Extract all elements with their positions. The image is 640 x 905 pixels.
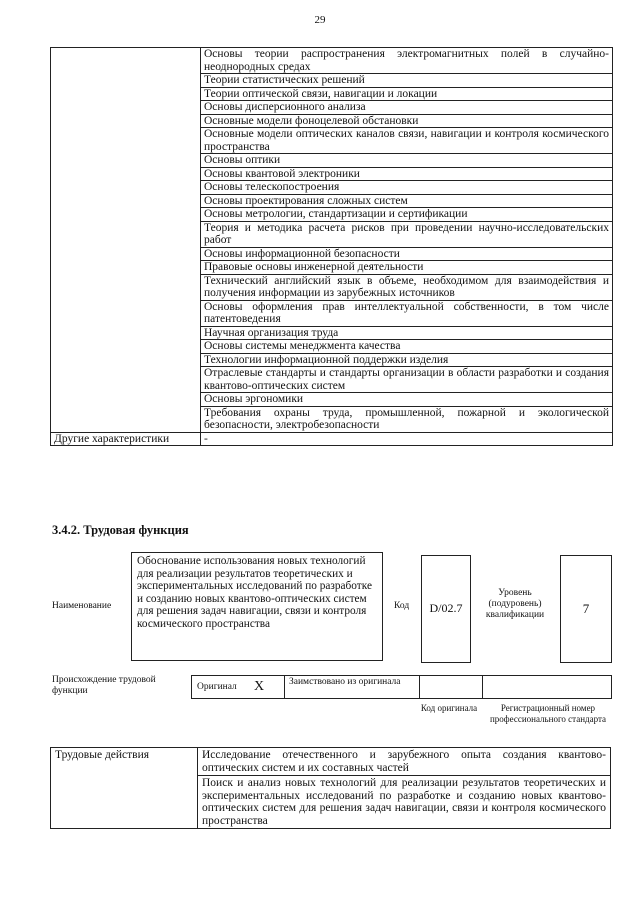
knowledge-label-cell xyxy=(51,154,201,168)
knowledge-item: Основы информационной безопасности xyxy=(201,247,613,261)
knowledge-row xyxy=(51,87,613,101)
code-label: Код xyxy=(394,601,410,611)
knowledge-label-cell xyxy=(51,101,201,115)
knowledge-label-cell xyxy=(51,48,201,74)
knowledge-row xyxy=(51,128,613,154)
knowledge-item: Основные модели фоноцелевой обстановки xyxy=(201,114,613,128)
knowledge-row xyxy=(51,154,613,168)
other-characteristics-value: - xyxy=(201,432,613,446)
knowledge-label-cell xyxy=(51,74,201,88)
section-title: 3.4.2. Трудовая функция xyxy=(52,523,189,537)
reg-caption: Регистрационный номер профессионального стандарта xyxy=(489,703,607,724)
knowledge-row xyxy=(51,114,613,128)
level-box: 7 xyxy=(560,555,612,663)
knowledge-label-cell xyxy=(51,406,201,432)
knowledge-label-cell xyxy=(51,87,201,101)
knowledge-item: Отраслевые стандарты и стандарты организации в области разработки и создания квантово-оптических систем xyxy=(201,367,613,393)
knowledge-row xyxy=(51,406,613,432)
knowledge-item: Правовые основы инженерной деятельности xyxy=(201,261,613,275)
knowledge-item: Основы системы менеджмента качества xyxy=(201,340,613,354)
knowledge-label-cell xyxy=(51,353,201,367)
knowledge-label-cell xyxy=(51,326,201,340)
required-knowledge-table xyxy=(50,47,613,446)
origin-row xyxy=(191,675,612,699)
level-label: Уровень (подуровень) квалификации xyxy=(485,588,545,620)
original-mark: X xyxy=(254,679,265,694)
knowledge-row xyxy=(51,393,613,407)
knowledge-item: Требования охраны труда, промышленной, пожарной и экологической безопасности, электробезопасности xyxy=(201,406,613,432)
knowledge-row xyxy=(51,367,613,393)
other-characteristics-row xyxy=(51,432,613,446)
knowledge-label-cell xyxy=(51,167,201,181)
knowledge-row xyxy=(51,48,613,74)
knowledge-row xyxy=(51,167,613,181)
origin-label: Происхождение трудовой функции xyxy=(52,675,156,696)
borrowed-label: Заимствовано из оригинала xyxy=(289,677,401,687)
knowledge-label-cell xyxy=(51,194,201,208)
knowledge-row xyxy=(51,274,613,300)
knowledge-label-cell xyxy=(51,300,201,326)
knowledge-row xyxy=(51,181,613,195)
knowledge-label-cell xyxy=(51,247,201,261)
knowledge-item: Теория и методика расчета рисков при проведении научно-исследовательских работ xyxy=(201,221,613,247)
knowledge-item: Основы квантовой электроники xyxy=(201,167,613,181)
knowledge-item: Основы проектирования сложных систем xyxy=(201,194,613,208)
knowledge-row xyxy=(51,353,613,367)
knowledge-label-cell xyxy=(51,221,201,247)
knowledge-item: Основы метрологии, стандартизации и сертификации xyxy=(201,208,613,222)
labor-actions-label: Трудовые действия xyxy=(51,748,198,829)
code-caption: Код оригинала xyxy=(420,703,478,713)
labor-actions-table xyxy=(50,747,611,829)
knowledge-label-cell xyxy=(51,128,201,154)
knowledge-item: Основы телескопостроения xyxy=(201,181,613,195)
name-label: Наименование xyxy=(52,601,112,611)
knowledge-row xyxy=(51,74,613,88)
knowledge-row xyxy=(51,326,613,340)
knowledge-label-cell xyxy=(51,340,201,354)
knowledge-item: Основы оптики xyxy=(201,154,613,168)
other-characteristics-label: Другие характеристики xyxy=(51,432,201,446)
knowledge-label-cell xyxy=(51,114,201,128)
knowledge-row xyxy=(51,194,613,208)
knowledge-item: Основы оформления прав интеллектуальной собственности, в том числе патентоведения xyxy=(201,300,613,326)
labor-action-item: Исследование отечественного и зарубежного опыта создания квантово-оптических систем и их составных частей xyxy=(198,748,611,776)
function-code-box: D/02.7 xyxy=(421,555,471,663)
knowledge-row xyxy=(51,261,613,275)
knowledge-item: Технологии информационной поддержки изделия xyxy=(201,353,613,367)
knowledge-item: Теории оптической связи, навигации и локации xyxy=(201,87,613,101)
knowledge-row xyxy=(51,340,613,354)
knowledge-item: Теории статистических решений xyxy=(201,74,613,88)
knowledge-item: Основы эргономики xyxy=(201,393,613,407)
knowledge-item: Технический английский язык в объеме, необходимом для взаимодействия и получения информации из зарубежных источников xyxy=(201,274,613,300)
original-label: Оригинал xyxy=(197,682,237,692)
labor-actions-row xyxy=(51,748,611,776)
knowledge-row xyxy=(51,300,613,326)
knowledge-row xyxy=(51,221,613,247)
page-number: 29 xyxy=(314,14,326,26)
knowledge-item: Основы дисперсионного анализа xyxy=(201,101,613,115)
knowledge-label-cell xyxy=(51,393,201,407)
knowledge-row xyxy=(51,101,613,115)
knowledge-item: Научная организация труда xyxy=(201,326,613,340)
knowledge-label-cell xyxy=(51,181,201,195)
knowledge-item: Основы теории распространения электромагнитных полей в случайно-неоднородных средах xyxy=(201,48,613,74)
knowledge-label-cell xyxy=(51,261,201,275)
knowledge-label-cell xyxy=(51,367,201,393)
labor-action-item: Поиск и анализ новых технологий для реализации результатов теоретических и экспериментальных исследований по разработке и созданию новых квантово-оптических систем для решения задач навигации, связи и контроля космического пространства xyxy=(198,776,611,829)
function-name-box: Обоснование использования новых технологий для реализации результатов теоретических и экспериментальных исследований по разработке и созданию новых квантово-оптических систем для решения задач навигации, связи и контроля космического пространства xyxy=(131,552,383,661)
knowledge-row xyxy=(51,208,613,222)
knowledge-label-cell xyxy=(51,274,201,300)
knowledge-label-cell xyxy=(51,208,201,222)
knowledge-item: Основные модели оптических каналов связи, навигации и контроля космического пространства xyxy=(201,128,613,154)
knowledge-row xyxy=(51,247,613,261)
